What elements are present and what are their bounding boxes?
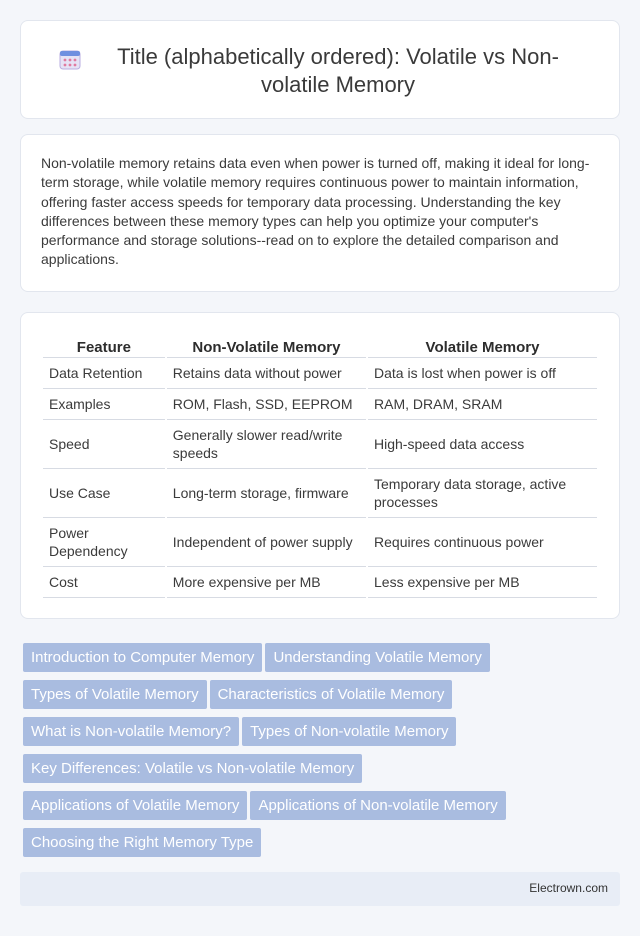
tag-what-is-non-volatile[interactable]: What is Non-volatile Memory? bbox=[23, 717, 239, 746]
table-header-row bbox=[43, 334, 597, 358]
footer bbox=[20, 872, 620, 906]
tag-choosing-memory[interactable]: Choosing the Right Memory Type bbox=[23, 828, 261, 857]
tag-row bbox=[23, 754, 603, 791]
table-cell: Cost bbox=[43, 567, 165, 598]
comparison-table bbox=[41, 334, 599, 598]
table-row bbox=[43, 567, 597, 598]
table-cell: Temporary data storage, active processes bbox=[368, 469, 597, 518]
footer-site-link[interactable]: Electrown.com bbox=[529, 881, 608, 895]
table-cell: Less expensive per MB bbox=[368, 567, 597, 598]
page-title: Title (alphabetically ordered): Volatile vs Non-volatile Memory bbox=[117, 44, 559, 97]
table-cell: High-speed data access bbox=[368, 420, 597, 469]
table-cell: ROM, Flash, SSD, EEPROM bbox=[167, 389, 366, 420]
tag-types-non-volatile[interactable]: Types of Non-volatile Memory bbox=[242, 717, 456, 746]
tag-applications-non-volatile[interactable]: Applications of Non-volatile Memory bbox=[250, 791, 505, 820]
table-cell: RAM, DRAM, SRAM bbox=[368, 389, 597, 420]
tag-understanding-volatile[interactable]: Understanding Volatile Memory bbox=[265, 643, 489, 672]
tag-row bbox=[23, 828, 603, 865]
tag-key-differences[interactable]: Key Differences: Volatile vs Non-volatile Memory bbox=[23, 754, 362, 783]
table-cell: Data Retention bbox=[43, 358, 165, 389]
tag-introduction[interactable]: Introduction to Computer Memory bbox=[23, 643, 262, 672]
intro-paragraph: Non-volatile memory retains data even when power is turned off, making it ideal for long-term storage, while volatile memory requires continuous power to maintain information, offering faster access speeds for temporary data processing. Understanding the key differences between these memory types can help you optimize your computer's performance and storage solutions--read on to explore the detailed comparison and applications. bbox=[41, 155, 590, 268]
table-cell: Power Dependency bbox=[43, 518, 165, 567]
topic-tags bbox=[23, 643, 603, 865]
table-row bbox=[43, 389, 597, 420]
header-non-volatile: Non-Volatile Memory bbox=[167, 334, 366, 358]
header-feature: Feature bbox=[43, 334, 165, 358]
table-row bbox=[43, 469, 597, 518]
table-cell: Use Case bbox=[43, 469, 165, 518]
table-cell: More expensive per MB bbox=[167, 567, 366, 598]
table-cell: Long-term storage, firmware bbox=[167, 469, 366, 518]
table-cell: Independent of power supply bbox=[167, 518, 366, 567]
comparison-table-card bbox=[20, 312, 620, 619]
tag-applications-volatile[interactable]: Applications of Volatile Memory bbox=[23, 791, 247, 820]
table-row bbox=[43, 518, 597, 567]
tag-characteristics-volatile[interactable]: Characteristics of Volatile Memory bbox=[210, 680, 453, 709]
table-cell: Requires continuous power bbox=[368, 518, 597, 567]
intro-card bbox=[20, 134, 620, 292]
table-row bbox=[43, 420, 597, 469]
tag-types-volatile[interactable]: Types of Volatile Memory bbox=[23, 680, 207, 709]
table-cell: Retains data without power bbox=[167, 358, 366, 389]
tag-row bbox=[23, 643, 603, 680]
tag-row bbox=[23, 717, 603, 754]
tag-row bbox=[23, 680, 603, 717]
table-cell: Data is lost when power is off bbox=[368, 358, 597, 389]
title-card bbox=[20, 20, 620, 119]
tag-row bbox=[23, 791, 603, 828]
table-cell: Generally slower read/write speeds bbox=[167, 420, 366, 469]
table-row bbox=[43, 358, 597, 389]
table-cell: Speed bbox=[43, 420, 165, 469]
header-volatile: Volatile Memory bbox=[368, 334, 597, 358]
table-cell: Examples bbox=[43, 389, 165, 420]
